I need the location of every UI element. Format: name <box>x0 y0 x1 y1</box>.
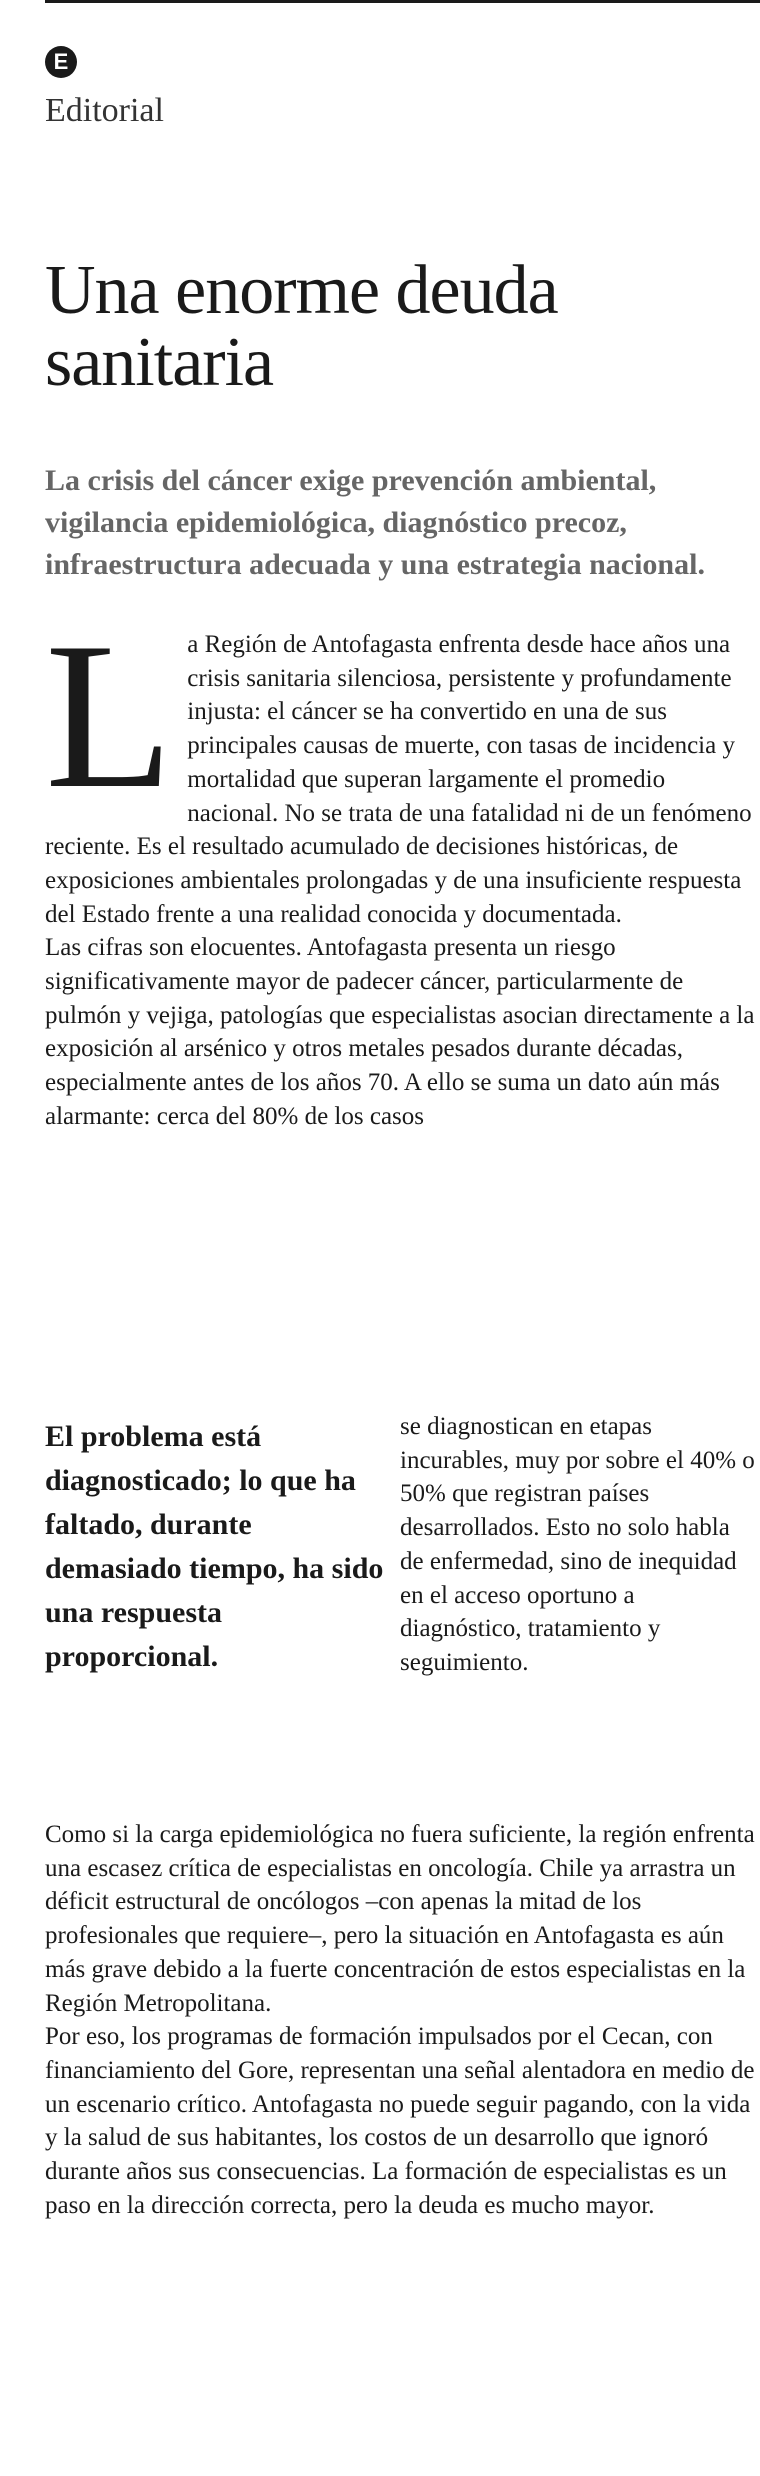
paragraph-2: Las cifras son elocuentes. Antofagasta presenta un riesgo significativamente mayor de padecer cáncer, particularmente de pulmón y vejiga, patologías que especialistas asocian directamente a la exposición al arsénico y otros metales pesados durante décadas, especialmente antes de los años 70. A ello se suma un dato aún más alarmante: cerca del 80% de los casos <box>45 934 755 1130</box>
section-label: Editorial <box>45 92 164 129</box>
dropcap: L <box>45 600 174 832</box>
headline: Una enorme deuda sanitaria <box>45 252 558 401</box>
paragraph-3: Como si la carga epidemiológica no fuera suficiente, la región enfrenta una escasez crítica de especialistas en oncología. Chile ya arrastra un déficit estructural de oncólogos –con apenas la mitad de los profesionales que requiere–, pero la situación en Antofagasta es aún más grave debido a la fuerte concentración de estos especialistas en la Región Metropolitana. <box>45 1821 755 2017</box>
pullquote-row <box>45 1410 755 1815</box>
paragraph-2-continued: se diagnostican en etapas incurables, muy por sobre el 40% o 50% que registran países desarrollados. Esto no solo habla de enfermedad, sino de inequidad en el acceso oportuno a diagnóstico, tratamiento y seguimiento. <box>400 1413 755 1676</box>
article-body-bottom <box>45 1818 755 2222</box>
article-body-top <box>45 600 755 1134</box>
editorial-badge-icon: E <box>45 46 77 78</box>
deck-subtitle: La crisis del cáncer exige prevención ambiental, vigilancia epidemiológica, diagnóstico precoz, infraestructura adecuada y una estrategia nacional. <box>45 464 705 581</box>
top-rule <box>45 0 760 3</box>
paragraph-1: a Región de Antofagasta enfrenta desde hace años una crisis sanitaria silenciosa, persistente y profundamente injusta: el cáncer se ha convertido en una de sus principales causas de muerte, con tasas de incidencia y mortalidad que superan largamente el promedio nacional. No se trata de una fatalidad ni de un fenómeno reciente. Es el resultado acumulado de decisiones históricas, de exposiciones ambientales prolongadas y de una insuficiente respuesta del Estado frente a una realidad conocida y documentada. <box>45 631 752 928</box>
pull-quote: El problema está diagnosticado; lo que ha faltado, durante demasiado tiempo, ha sido una respuesta proporcional. <box>45 1420 384 1673</box>
paragraph-4: Por eso, los programas de formación impulsados por el Cecan, con financiamiento del Gore, representan una señal alentadora en medio de un escenario crítico. Antofagasta no puede seguir pagando, con la vida y la salud de sus habitantes, los costos de un desarrollo que ignoró durante años sus consecuencias. La formación de especialistas es un paso en la dirección correcta, pero la deuda es mucho mayor. <box>45 2023 755 2219</box>
